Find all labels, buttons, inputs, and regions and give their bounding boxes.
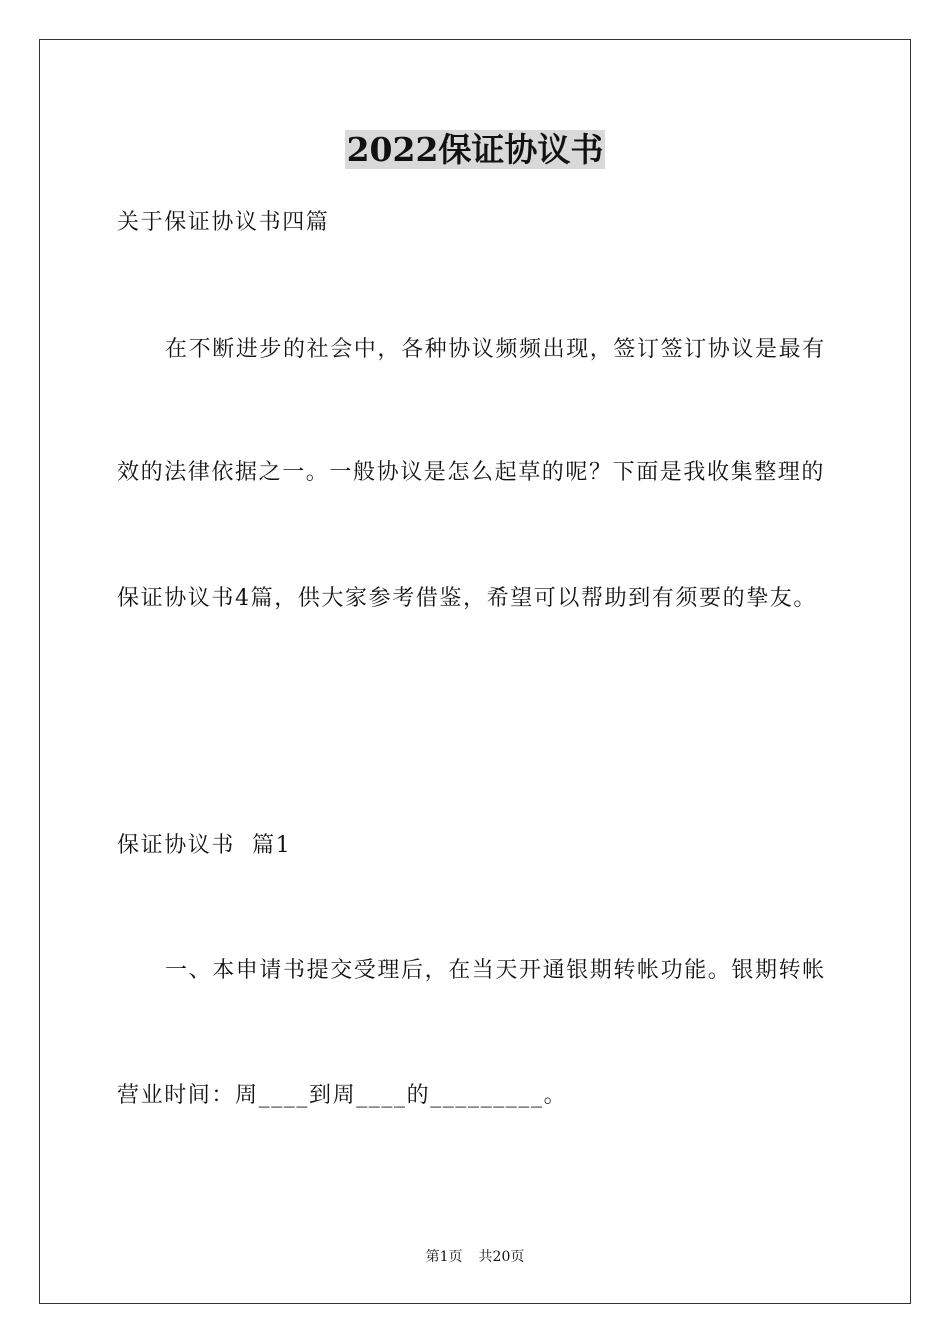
- intro-paragraph-line-1: 在不断进步的社会中，各种协议频频出现，签订签订协议是最有: [165, 337, 826, 362]
- page-total: 共20页: [478, 1249, 525, 1265]
- document-title: [0, 130, 950, 170]
- clause-paragraph-line-2: 营业时间：周____到周____的_________。: [117, 1083, 568, 1108]
- document-subtitle: 关于保证协议书四篇: [117, 210, 330, 235]
- page-number: 第1页: [425, 1249, 463, 1265]
- document-title-text: 2022保证协议书: [346, 130, 604, 169]
- section-heading: 保证协议书 篇1: [117, 833, 292, 858]
- clause-paragraph-line-1: 一、本申请书提交受理后，在当天开通银期转帐功能。银期转帐: [165, 958, 826, 983]
- page-footer: [0, 1248, 950, 1266]
- intro-paragraph-line-2: 效的法律依据之一。一般协议是怎么起草的呢？下面是我收集整理的: [117, 460, 826, 485]
- intro-paragraph-line-3: 保证协议书4篇，供大家参考借鉴，希望可以帮助到有须要的挚友。: [117, 586, 817, 611]
